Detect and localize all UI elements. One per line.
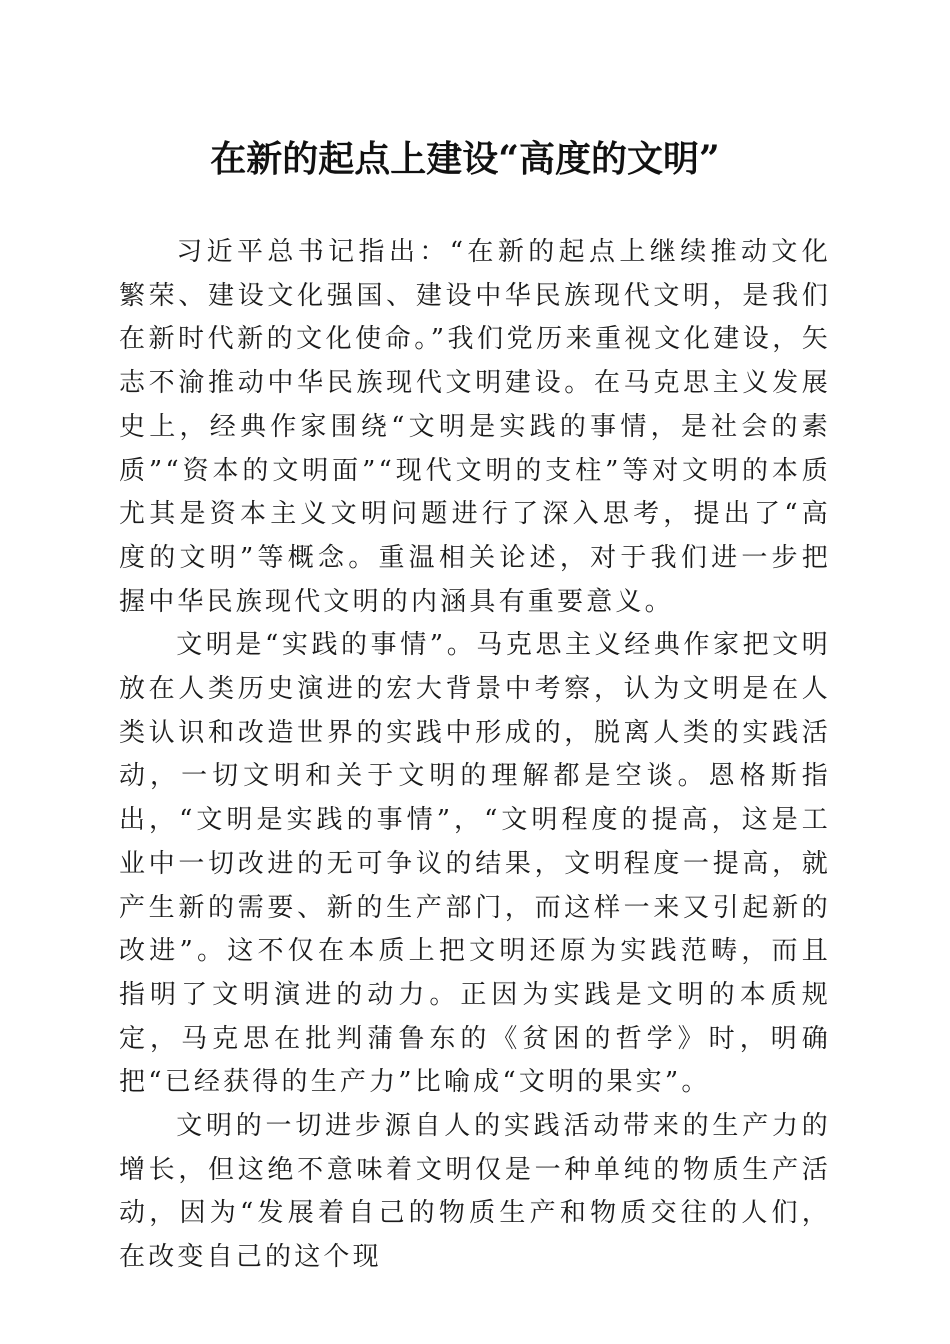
paragraph-3: 文明的一切进步源自人的实践活动带来的生产力的增长，但这绝不意味着文明仅是一种单纯的物质生产活动，因为“发展着自己的物质生产和物质交往的人们，在改变自己的这个现 <box>119 1111 831 1273</box>
paragraph-2: 文明是“实践的事情”。马克思主义经典作家把文明放在人类历史演进的宏大背景中考察，认为文明是在人类认识和改造世界的实践中形成的，脱离人类的实践活动，一切文明和关于文明的理解都是空谈。恩格斯指出，“文明是实践的事情”，“文明程度的提高，这是工业中一切改进的无可争议的结果，文明程度一提高，就产生新的需要、新的生产部门，而这样一来又引起新的改进”。这不仅在本质上把文明还原为实践范畴，而且指明了文明演进的动力。正因为实践是文明的本质规定，马克思在批判蒲鲁东的《贫困的哲学》时，明确把“已经获得的生产力”比喻成“文明的果实”。 <box>119 630 831 1098</box>
document-body <box>119 231 831 1280</box>
document-title: 在新的起点上建设“高度的文明” <box>210 138 720 180</box>
paragraph-1: 习近平总书记指出：“在新的起点上继续推动文化繁荣、建设文化强国、建设中华民族现代文明，是我们在新时代新的文化使命。”我们党历来重视文化建设，矢志不渝推动中华民族现代文明建设。在马克思主义发展史上，经典作家围绕“文明是实践的事情，是社会的素质”“资本的文明面”“现代文明的支柱”等对文明的本质尤其是资本主义文明问题进行了深入思考，提出了“高度的文明”等概念。重温相关论述，对于我们进一步把握中华民族现代文明的内涵具有重要意义。 <box>119 237 831 617</box>
